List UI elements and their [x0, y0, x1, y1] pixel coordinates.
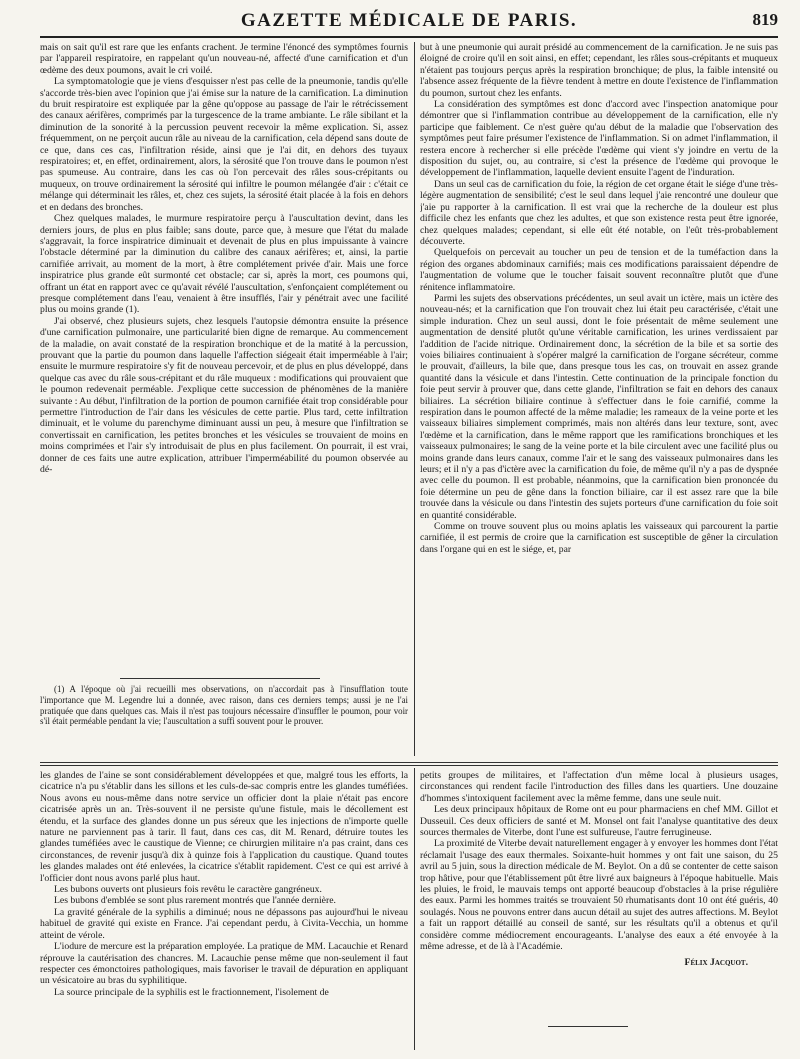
lower-left-column [40, 770, 408, 1054]
paragraph: L'iodure de mercure est la préparation employée. La pratique de MM. Lacauchie et Renard réprouve la cautérisation des chancres. M. Lacauchie pense même que non-seulement il faut respecter ces émonctoires pathologiques, mais favoriser le travail de dépuration en appliquant un vésicatoire au bras du syphilitique. [40, 941, 408, 987]
paragraph: Dans un seul cas de carnification du foie, la région de cet organe était le siége d'une très-légère augmentation de sensibilité; c'est le seul dans lequel j'aie rencontré une douleur que j'aie pu rapporter à la carnification. Il est vrai que la recherche de la douleur est plus difficile chez les enfants que chez les adultes, et que son existence resta peut être ignorée, chez quelques malades; cependant, si elle eût été notable, on l'eût très-probablement découverte. [420, 178, 778, 247]
page-header [40, 6, 778, 38]
section-divider [40, 762, 778, 763]
paragraph: mais on sait qu'il est rare que les enfants crachent. Je termine l'énoncé des symptômes fournis par l'appareil respiratoire, en rappelant qu'un nouveau-né, affecté d'une carnification et d'un œdème des deux poumons, avait le cri voilé. [40, 42, 408, 76]
upper-right-column [420, 42, 778, 758]
footnote-rule [120, 678, 320, 679]
paragraph: Les bubons d'emblée se sont plus rarement montrés que l'année dernière. [54, 895, 336, 907]
footnote-text: (1) A l'époque où j'ai recueilli mes observations, on n'accordait pas à l'insufflation toute l'importance que M. Legendre lui a donnée, avec raison, dans ces derniers temps; aussi je ne l'ai pratiquée que dans quelques cas. Mais il n'est pas toujours nécessaire d'insuffler le poumon, pour voir s'il était perméable pendant la vie; l'auscultation a suffi souvent pour le prouver. [40, 684, 408, 727]
footnote [40, 684, 408, 748]
author-signature: Félix Jacquot. [684, 956, 748, 968]
paragraph: Les bubons ouverts ont plusieurs fois revêtu le caractère gangréneux. [54, 884, 322, 896]
paragraph: Parmi les sujets des observations précédentes, un seul avait un ictère, mais un ictère des nouveau-nés; et la carnification que l'on trouvait chez lui était peu caractérisée, c'était une simple induration. Chez un seul aussi, dont le foie présentait de même seulement une augmentation de densité plutôt qu'une véritable carnification, les urines verdissaient par l'addition de l'acide nitrique. Ordinairement donc, la sécrétion de la bile et sa sortie des voies biliaires continuaient à s'opérer malgré la carnification de l'organe sécréteur, comme le prouvait, d'ailleurs, la bile que, dans presque tous les cas, on trouvait en assez grande quantité dans la vésicule et dans l'intestin. Cette continuation de la principale fonction du foie peut servir à prouver que, dans cette glande, l'infiltration se fait en dehors des canaux biliaires. La sécrétion biliaire continue à s'effectuer dans le foie carnifié, comme la respiration dans le poumon affecté de la même maladie; les rameaux de la veine porte et les vaisseaux biliaires simplement comprimés, mais non altérés dans leur texture, sont, avec l'œdème et la carnification, dans le même rapport que les ramifications bronchiques et les vaisseaux pulmonaires; le sang de la veine porte et la bile circulent avec une facilité plus ou moins grande dans leurs canaux, comme l'air et le sang des vaisseaux pulmonaires dans les leurs; et il n'y a pas d'ictère avec la carnification du foie, de même qu'il n'y a pas de dyspnée avec celle du poumon. Il est probable, néanmoins, que la carnification bien prononcée du foie détermine un peu de gêne dans la fonction biliaire, car il est assez rare que la bile trouvée dans la vésicule ou dans l'intestin des sujets porteurs d'une carnification du foie soit en quantité considérable. [420, 292, 778, 521]
paragraph: La source principale de la syphilis est le fractionnement, l'isolement de [54, 986, 329, 998]
paragraph: La proximité de Viterbe devait naturellement engager à y envoyer les hommes dont l'état réclamait l'usage des eaux thermales. Soixante-huit hommes y ont fait une saison, du 25 avril au 5 juin, sous la direction médicale de M. Beylot. On a dû se contenter de cette saison trop hâtive, pour que l'établissement pût être livré aux baigneurs à l'époque habituelle. Mais les pluies, le froid, le mauvais temps ont apporté beaucoup d'obstacles à la prise régulière des eaux. Parmi les hommes traités se trouvaient 50 rhumatisants dont 10 ont été guéris, 40 soulagés. Nous ne pouvons entrer dans aucun détail au sujet des autres affections. M. Beylot a fait un rapport détaillé au conseil de santé, sur les résultats qu'il a obtenus et qu'il considère comme médiocrement encourageants. L'analyse des eaux a été envoyée à la même adresse, et de là à l'Académie. [420, 838, 778, 953]
column-divider-lower [414, 768, 415, 1050]
lower-right-column [420, 770, 778, 1020]
paragraph: Chez quelques malades, le murmure respiratoire perçu à l'auscultation devint, dans les derniers jours, de plus en plus faible; sans doute, parce que, à mesure que l'état du malade s'aggravait, la force inspiratrice diminuait et devenait de plus en plus impuissante à vaincre l'obstacle déterminé par la diminution du calibre des canaux aérifères; et, ainsi, la partie carnifiée arrivait, au moment de la mort, à être complétement privée d'air. Mais une force inspiratrice plus grande eût surmonté cet obstacle; car si, après la mort, ces poumons qui, offrant un état en rapport avec ce qu'avait révélé l'auscultation, s'enfonçaient complétement ou presque complétement dans l'eau, venaient à être insufflés, l'air y pénétrait avec une facilité plus ou moins grande (1). [40, 213, 408, 316]
paragraph: La symptomatologie que je viens d'esquisser n'est pas celle de la pneumonie, tandis qu'elle s'accorde très-bien avec l'opinion que j'ai émise sur la nature de la carnification. La diminution du bruit respiratoire est expliquée par la gêne qu'oppose au passage de l'air le rétrécissement des canaux aérifères, comprimés par la turgescence de la trame ambiante. Le râle sibilant et la diminution de la sonorité à la percussion peuvent recevoir la même explication. Si, assez fréquemment, on ne perçoit aucun râle au niveau de la carnification, cela dépend sans doute de ce que, dans ces cas, l'infiltration réside, ainsi que je l'ai dit, en dehors des tuyaux respiratoires; et, en effet, ordinairement, alors, la sérosité que l'on trouve dans le poumon n'est pas spumeuse. Au contraire, dans les cas où l'on percevait des râles sous-crépitants ou muqueux, on trouve ordinairement la sérosité qui infiltre le poumon mélangée d'air : c'était ce mélange qui déterminait les râles, et, chez ces sujets, la sérosité était placée à la fois en dehors et en dedans des bronches. [40, 76, 408, 213]
paragraph: but à une pneumonie qui aurait présidé au commencement de la carnification. Je ne suis pas éloigné de croire qu'il en soit ainsi, en effet; cependant, les râles sous-crépitants et muqueux n'étaient pas toujours perçus après la respiration bronchique; de plus, la faible intensité ou l'absence assez fréquente de la fièvre tendent à mettre en doute l'existence de l'inflammation du poumon, surtout chez les enfants. [420, 42, 778, 99]
upper-left-column [40, 42, 408, 672]
column-divider-upper [414, 42, 415, 756]
header-rule [40, 36, 778, 38]
paragraph: Quelquefois on percevait au toucher un peu de tension et de la tuméfaction dans la région des organes abdominaux carnifiés; mais ces modifications paraissaient dépendre de l'augmentation de volume que le toucher faisait souvent reconnaître plutôt que d'une rénitence inflammatoire. [420, 247, 778, 293]
paragraph: petits groupes de militaires, et l'affectation d'un même local à plusieurs usages, circonstances qui rendent facile l'introduction des filles dans les quartiers. Une douzaine d'hommes s'intoxiquent facilement avec la même femme, dans une seule nuit. [420, 770, 778, 804]
section-divider-2 [40, 765, 778, 766]
end-rule [548, 1026, 628, 1027]
paragraph: les glandes de l'aine se sont considérablement développées et que, malgré tous les efforts, la cicatrice n'a pu s'établir dans les sillons et les culs-de-sac compris entre les glandes tuméfiées. Nous avons eu nous-même dans notre service un officier dont la plaie n'était pas encore cicatrisée après un an. Très-souvent il ne persiste qu'une fistule, mais le décollement est étendu, et la surface des glandes donne un pus séreux que les injections de n'importe quelle nature ne parviennent pas à tarir. Il faut, dans ces cas, dit M. Renard, détruire toutes les glandes tuméfiées avec le caustique de Vienne; ce chirurgien militaire n'a pas craint, dans ces circonstances, de revenir jusqu'à dix à quinze fois à l'application du caustique. Quand toutes les glandes malades ont été enlevées, la cicatrice s'établit rapidement. C'est ce qui est arrivé à l'officier dont nous avons parlé plus haut. [40, 770, 408, 884]
paragraph: Comme on trouve souvent plus ou moins aplatis les vaisseaux qui parcourent la partie carnifiée, il est permis de croire que la carnification est susceptible de gêner la circulation dans l'organe qui en est le siége, et, par [420, 521, 778, 555]
journal-title: GAZETTE MÉDICALE DE PARIS. [240, 10, 578, 31]
paragraph: La gravité générale de la syphilis a diminué; nous ne dépassons pas aujourd'hui le niveau habituel de gravité qui existe en France. J'ai cependant perdu, à Civita-Vecchia, un homme atteint de vérole. [40, 906, 408, 941]
paragraph: Les deux principaux hôpitaux de Rome ont eu pour pharmaciens en chef MM. Gillot et Dusseuil. Ces deux officiers de santé et M. Monsel ont fait l'analyse quantitative des deux sources thermales de Viterbe, dont l'une est sulfureuse, l'autre ferrugineuse. [420, 804, 778, 839]
page-number: 819 [752, 10, 778, 29]
paragraph: J'ai observé, chez plusieurs sujets, chez lesquels l'autopsie démontra ensuite la présence d'une carnification pulmonaire, une particularité bien digne de remarque. Au commencement de la maladie, on avait constaté de la respiration bronchique et de la matité à la percussion, prouvant que la partie du poumon dans laquelle l'affection siégeait était imperméable à l'air; ensuite le murmure respiratoire s'y fit de nouveau percevoir, et de plus en plus développé, dans quelque cas avec du râle sous-crépitant et du râle muqueux : modifications qui prouvaient que le poumon redevenait perméable. J'explique cette succession de phénomènes de la manière suivante : Au début, l'infiltration de la portion de poumon carnifiée était trop considérable pour permettre l'introduction de l'air dans les vésicules de cette partie. Plus tard, cette infiltration diminuait, et le volume du parenchyme diminuant aussi un peu, à mesure que l'infiltration se convertissait en carnification, les petites bronches et les vésicules se trouvaient de moins en moins comprimées et l'air s'y introduisait de plus en plus facilement. On pourrait, il est vrai, donner de ces faits une autre explication, attribuer l'imperméabilité du poumon observée au dé- [40, 315, 408, 476]
paragraph: La considération des symptômes est donc d'accord avec l'inspection anatomique pour démontrer que si l'inflammation contribue au développement de la carnification, elle n'y participe que faiblement. Ce n'est guère qu'au début de la maladie que l'observation des symptômes peut faire présumer l'existence de l'inflammation. Si on admet l'inflammation, il restera encore à rechercher si elle précède l'œdème qui vient s'y joindre en vertu de la disposition du sujet, ou, au contraire, si c'est la présence de l'œdème qui provoque le développement de l'inflammation, laquelle devient ensuite l'agent de l'induration. [420, 99, 778, 179]
